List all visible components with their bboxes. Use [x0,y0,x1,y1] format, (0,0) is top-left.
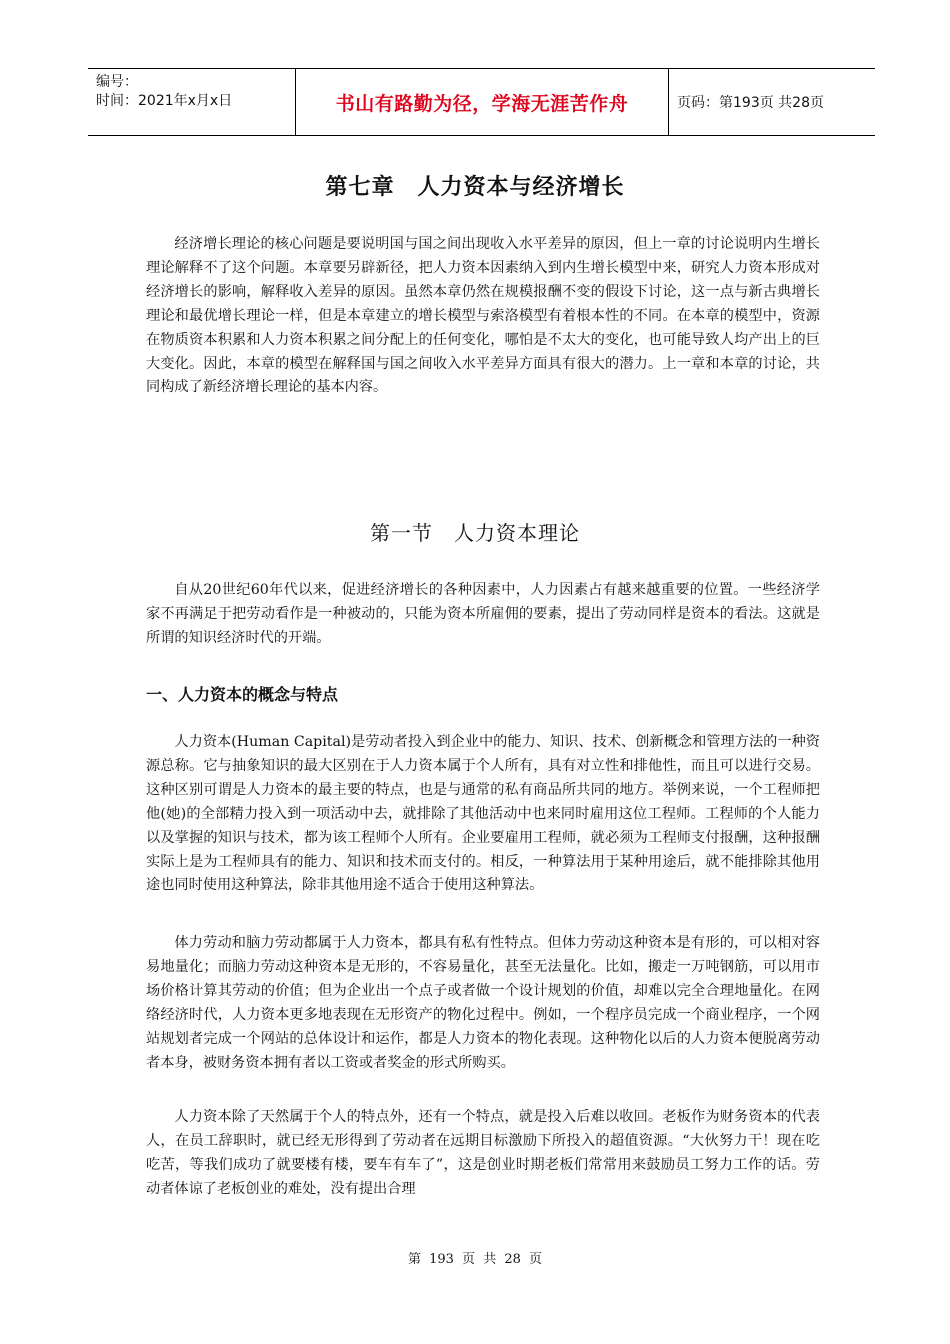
serial-number: 编号： [96,74,138,90]
body-paragraph: 人力资本除了天然属于个人的特点外，还有一个特点，就是投入后难以收回。老板作为财务资本的代表人，在员工辞职时，就已经无形得到了劳动者在远期目标激励下所投入的超值资源。“大伙努力干！现在吃吃苦，等我们成功了就要楼有楼，要车有车了”，这是创业时期老板们常常用来鼓励员工努力工作的话。劳动者体谅了老板创业的难处，没有提出合理 [146,1109,820,1197]
header-meta [88,69,296,135]
subheading: 一、人力资本的概念与特点 [146,685,339,704]
page-footer: 第 193 页 共 28 页 [407,1252,543,1267]
date-line: 时间：2021年x月x日 [96,93,233,109]
section-intro-paragraph: 自从20世纪60年代以来，促进经济增长的各种因素中，人力因素占有越来越重要的位置。一些经济学家不再满足于把劳动看作是一种被动的，只能为资本所雇佣的要素，提出了劳动同样是资本的看法。这就是所谓的知识经济时代的开端。 [146,582,820,646]
page-header [88,68,875,136]
chapter-title: 第七章 人力资本与经济增长 [325,175,625,200]
header-motto: 书山有路勤为径，学海无涯苦作舟 [296,69,669,135]
header-page-info: 页码：第193页 共28页 [677,95,824,111]
body-paragraph: 体力劳动和脑力劳动都属于人力资本，都具有私有性特点。但体力劳动这种资本是有形的，可以相对容易地量化；而脑力劳动这种资本是无形的，不容易量化，甚至无法量化。比如，搬走一万吨钢筋，可以用市场价格计算其劳动的价值；但为企业出一个点子或者做一个设计规划的价值，却难以完全合理地量化。在网络经济时代，人力资本更多地表现在无形资产的物化过程中。例如，一个程序员完成一个商业程序，一个网站规划者完成一个网站的总体设计和运作，都是人力资本的物化表现。这种物化以后的人力资本便脱离劳动者本身，被财务资本拥有者以工资或者奖金的形式所购买。 [146,935,820,1071]
intro-paragraph: 经济增长理论的核心问题是要说明国与国之间出现收入水平差异的原因，但上一章的讨论说明内生增长理论解释不了这个问题。本章要另辟新径，把人力资本因素纳入到内生增长模型中来，研究人力资本形成对经济增长的影响，解释收入差异的原因。虽然本章仍然在规模报酬不变的假设下讨论，这一点与新古典增长理论和最优增长理论一样，但是本章建立的增长模型与索洛模型有着根本性的不同。在本章的模型中，资源在物质资本积累和人力资本积累之间分配上的任何变化，哪怕是不太大的变化，也可能导致人均产出上的巨大变化。因此，本章的模型在解释国与国之间收入水平差异方面具有很大的潜力。上一章和本章的讨论，共同构成了新经济增长理论的基本内容。 [146,236,820,396]
section-title: 第一节 人力资本理论 [370,521,580,545]
body-paragraph: 人力资本(Human Capital)是劳动者投入到企业中的能力、知识、技术、创新概念和管理方法的一种资源总称。它与抽象知识的最大区别在于人力资本属于个人所有，具有对立性和排他性，而且可以进行交易。这种区别可谓是人力资本的最主要的特点，也是与通常的私有商品所共同的地方。举例来说，一个工程师把他(她)的全部精力投入到一项活动中去，就排除了其他活动中也来同时雇用这位工程师。工程师的个人能力以及掌握的知识与技术，都为该工程师个人所有。企业要雇用工程师，就必须为工程师支付报酬，这种报酬实际上是为工程师具有的能力、知识和技术而支付的。相反，一种算法用于某种用途后，就不能排除其他用途也同时使用这种算法，除非其他用途不适合于使用这种算法。 [146,734,820,894]
